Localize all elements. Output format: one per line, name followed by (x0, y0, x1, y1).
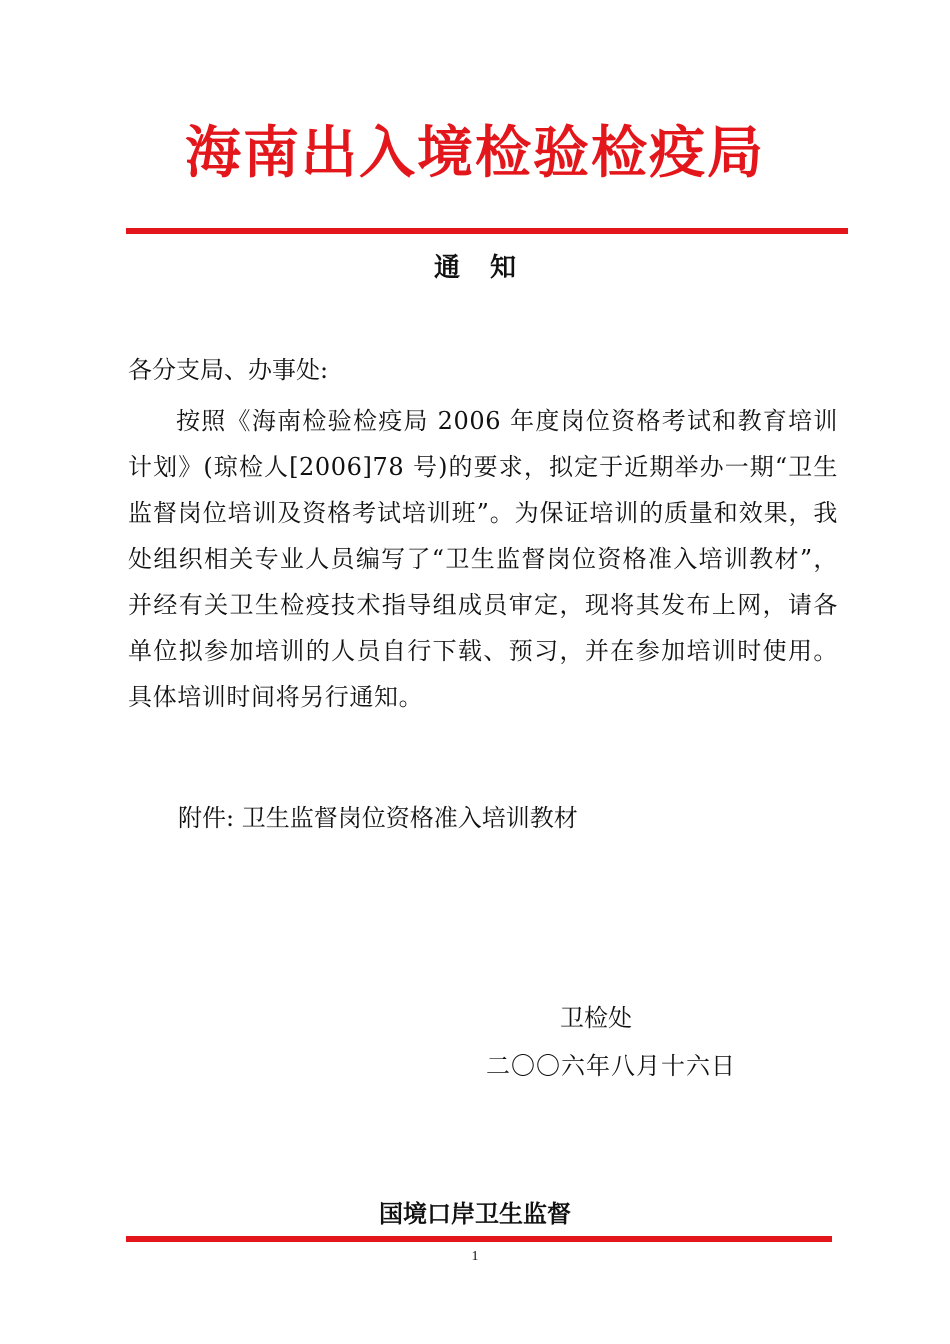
header-divider (126, 228, 848, 234)
signature-department: 卫检处 (560, 1004, 632, 1032)
agency-title: 海南出入境检验检疫局 (185, 120, 765, 186)
page-number: 1 (471, 1249, 479, 1264)
attachment-line: 附件: 卫生监督岗位资格准入培训教材 (178, 804, 578, 832)
footer-divider (126, 1236, 832, 1242)
footer-caption: 国境口岸卫生监督 (379, 1199, 571, 1228)
signature-date: 二〇〇六年八月十六日 (486, 1052, 736, 1080)
salutation: 各分支局、办事处: (128, 356, 329, 384)
body-paragraph: 按照《海南检验检疫局 2006 年度岗位资格考试和教育培训计划》(琼检人[2006]78 号)的要求，拟定于近期举办一期“卫生监督岗位培训及资格考试培训班”。为保证培训的质量和效果，我处组织相关专业人员编写了“卫生监督岗位资格准入培训教材”，并经有关卫生检疫技术指导组成员审定，现将其发布上网，请各单位拟参加培训的人员自行下载、预习，并在参加培训时使用。具体培训时间将另行通知。 (128, 407, 838, 711)
document-type-heading: 通知 (433, 253, 546, 283)
